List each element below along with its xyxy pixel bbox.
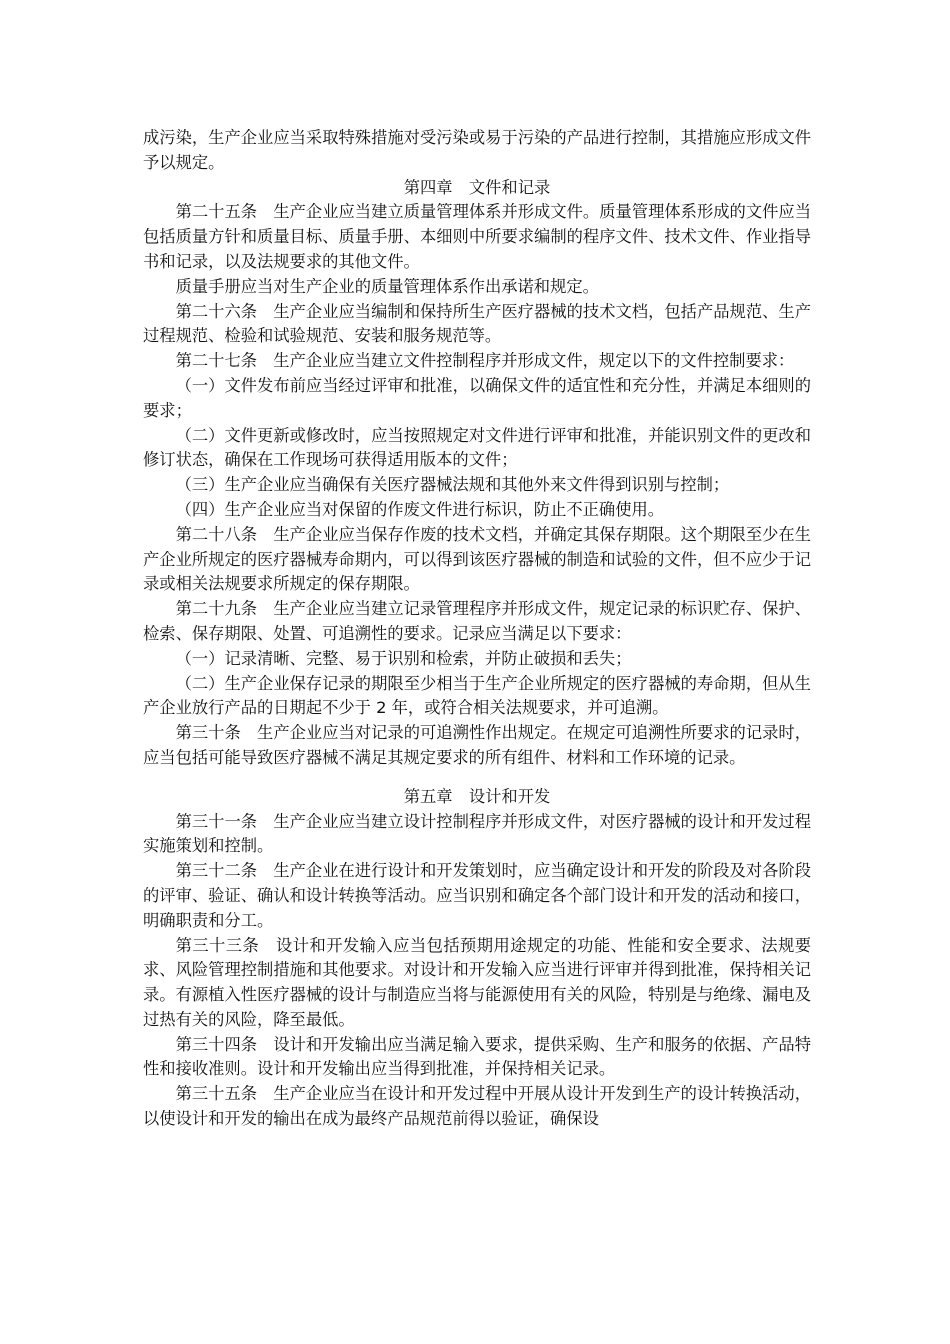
chapter-heading-5: 第五章 设计和开发 — [403, 786, 551, 806]
article-26: 第二十六条 生产企业应当编制和保持所生产医疗器械的技术文档，包括产品规范、生产过程规范、检验和试验规范、安装和服务规范等。 — [143, 301, 811, 346]
article-27-item-3: （三）生产企业应当确保有关医疗器械法规和其他外来文件得到识别与控制； — [175, 475, 730, 495]
paragraph-continuation: 成污染，生产企业应当采取特殊措施对受污染或易于污染的产品进行控制，其措施应形成文件予以规定。 — [143, 128, 811, 172]
article-34: 第三十四条 设计和开发输出应当满足输入要求，提供采购、生产和服务的依据、产品特性和接收准则。设计和开发输出应当得到批准，并保持相关记录。 — [143, 1034, 811, 1079]
article-30: 第三十条 生产企业应当对记录的可追溯性作出规定。在规定可追溯性所要求的记录时，应当包括可能导致医疗器械不满足其规定要求的所有组件、材料和工作环境的记录。 — [143, 723, 811, 767]
article-29: 第二十九条 生产企业应当建立记录管理程序并形成文件，规定记录的标识贮存、保护、检索、保存期限、处置、可追溯性的要求。记录应当满足以下要求： — [143, 599, 811, 643]
document-body — [143, 126, 811, 1132]
article-35: 第三十五条 生产企业应当在设计和开发过程中开展从设计开发到生产的设计转换活动，以使设计和开发的输出在成为最终产品规范前得以验证，确保设 — [143, 1084, 811, 1129]
article-27-item-2: （二）文件更新或修改时，应当按照规定对文件进行评审和批准，并能识别文件的更改和修订状态，确保在工作现场可获得适用版本的文件； — [143, 425, 811, 470]
article-25: 第二十五条 生产企业应当建立质量管理体系并形成文件。质量管理体系形成的文件应当包括质量方针和质量目标、质量手册、本细则中所要求编制的程序文件、技术文件、作业指导书和记录，以及法规要求的其他文件。 — [143, 202, 811, 271]
article-25-paragraph-2: 质量手册应当对生产企业的质量管理体系作出承诺和规定。 — [175, 276, 599, 296]
chapter-heading-4: 第四章 文件和记录 — [403, 177, 551, 197]
article-31: 第三十一条 生产企业应当建立设计控制程序并形成文件，对医疗器械的设计和开发过程实施策划和控制。 — [143, 811, 811, 856]
article-27-item-1: （一）文件发布前应当经过评审和批准，以确保文件的适宜性和充分性，并满足本细则的要求； — [143, 375, 811, 420]
article-29-item-1: （一）记录清晰、完整、易于识别和检索，并防止破损和丢失； — [175, 648, 632, 668]
article-33: 第三十三条 设计和开发输入应当包括预期用途规定的功能、性能和安全要求、法规要求、风险管理控制措施和其他要求。对设计和开发输入应当进行评审并得到批准，保持相关记录。有源植入性医疗器械的设计与制造应当将与能源使用有关的风险，特别是与绝缘、漏电及过热有关的风险，降至最低。 — [143, 935, 811, 1029]
article-28: 第二十八条 生产企业应当保存作废的技术文档，并确定其保存期限。这个期限至少在生产企业所规定的医疗器械寿命期内，可以得到该医疗器械的制造和试验的文件，但不应少于记录或相关法规要求所规定的保存期限。 — [143, 524, 811, 594]
article-27-item-4: （四）生产企业应当对保留的作废文件进行标识，防止不正确使用。 — [175, 499, 665, 519]
article-32: 第三十二条 生产企业在进行设计和开发策划时，应当确定设计和开发的阶段及对各阶段的评审、验证、确认和设计转换等活动。应当识别和确定各个部门设计和开发的活动和接口，明确职责和分工。 — [143, 861, 811, 930]
article-29-item-2: （二）生产企业保存记录的期限至少相当于生产企业所规定的医疗器械的寿命期，但从生产企业放行产品的日期起不少于 2 年，或符合相关法规要求，并可追溯。 — [143, 673, 811, 718]
article-27: 第二十七条 生产企业应当建立文件控制程序并形成文件，规定以下的文件控制要求： — [175, 351, 795, 371]
